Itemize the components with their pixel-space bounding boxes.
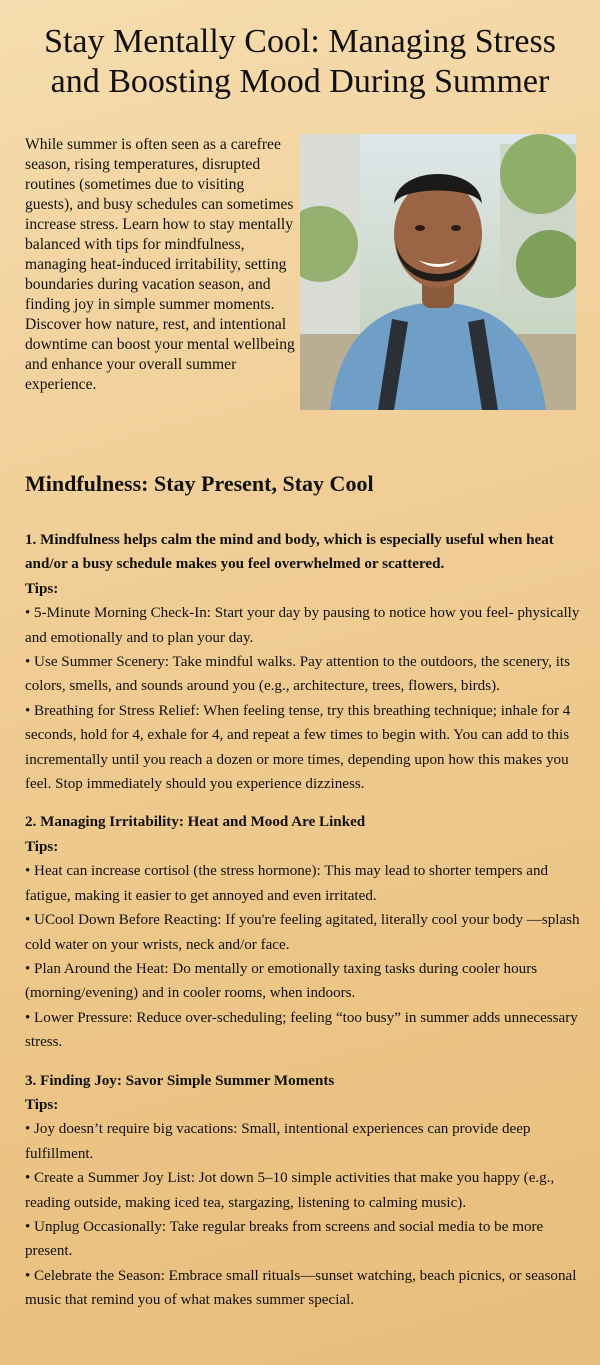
smiling-man-photo-icon <box>300 134 576 410</box>
tip-item: • UCool Down Before Reacting: If you're feeling agitated, literally cool your body —splash cold water on your wrists, neck and/or face. <box>25 912 580 953</box>
tip-item: • Use Summer Scenery: Take mindful walks. Pay attention to the outdoors, the scenery, its colors, smells, and sounds around you (e.g., architecture, trees, flowers, birds). <box>25 654 570 695</box>
tip-item: • Create a Summer Joy List: Jot down 5–10 simple activities that make you happy (e.g., reading outside, making iced tea, stargazing, listening to calming music). <box>25 1170 555 1211</box>
tips-label: Tips: <box>25 1096 59 1113</box>
tip-item: • 5-Minute Morning Check-In: Start your day by pausing to notice how you feel- physically and emotionally and to plan your day. <box>25 605 580 646</box>
tip-item: • Lower Pressure: Reduce over-scheduling; feeling “too busy” in summer adds unnecessary stress. <box>25 1009 578 1051</box>
tip-item: • Breathing for Stress Relief: When feeling tense, try this breathing technique; inhale for 4 seconds, hold for 4, exhale for 4, and repeat a few times to begin with. You can add to this incrementally until you reach a dozen or more times, depending upon how this makes you feel. Stop immediately should you experience dizziness. <box>25 702 571 793</box>
irritability-block <box>25 810 580 1054</box>
tips-content <box>25 528 580 1327</box>
mindfulness-block <box>25 528 580 796</box>
tip-item: • Unplug Occasionally: Take regular breaks from screens and social media to be more present. <box>25 1218 544 1260</box>
page-title: Stay Mentally Cool: Managing Stress and Boosting Mood During Summer <box>44 23 556 100</box>
intro-paragraph: While summer is often seen as a carefree season, rising temperatures, disrupted routines (sometimes due to visiting guests), and busy schedules can sometimes increase stress. Learn how to stay mentally balanced with tips for mindfulness, managing heat-induced irritability, setting boundaries during vacation season, and finding joy in simple summer moments. Discover how nature, rest, and intentional downtime can boost your mental wellbeing and enhance your overall summer experience. <box>25 136 295 393</box>
joy-block <box>25 1069 580 1313</box>
block-heading: 3. Finding Joy: Savor Simple Summer Moments <box>25 1072 335 1089</box>
tips-label: Tips: <box>25 838 59 855</box>
section-heading: Mindfulness: Stay Present, Stay Cool <box>25 471 374 496</box>
tips-label: Tips: <box>25 580 59 597</box>
block-heading: 1. Mindfulness helps calm the mind and body, which is especially useful when heat and/or a busy schedule makes you feel overwhelmed or scattered. <box>25 532 554 573</box>
tip-item: • Plan Around the Heat: Do mentally or emotionally taxing tasks during cooler hours (morning/evening) and in cooler rooms, when indoors. <box>25 960 538 1002</box>
tip-item: • Celebrate the Season: Embrace small rituals—sunset watching, beach picnics, or seasonal music that remind you of what makes summer special. <box>25 1267 577 1309</box>
tip-item: • Joy doesn’t require big vacations: Small, intentional experiences can provide deep fulfillment. <box>25 1121 531 1162</box>
block-heading: 2. Managing Irritability: Heat and Mood Are Linked <box>25 814 366 831</box>
tip-item: • Heat can increase cortisol (the stress hormone): This may lead to shorter tempers and fatigue, making it easier to get annoyed and even irritated. <box>25 863 549 904</box>
